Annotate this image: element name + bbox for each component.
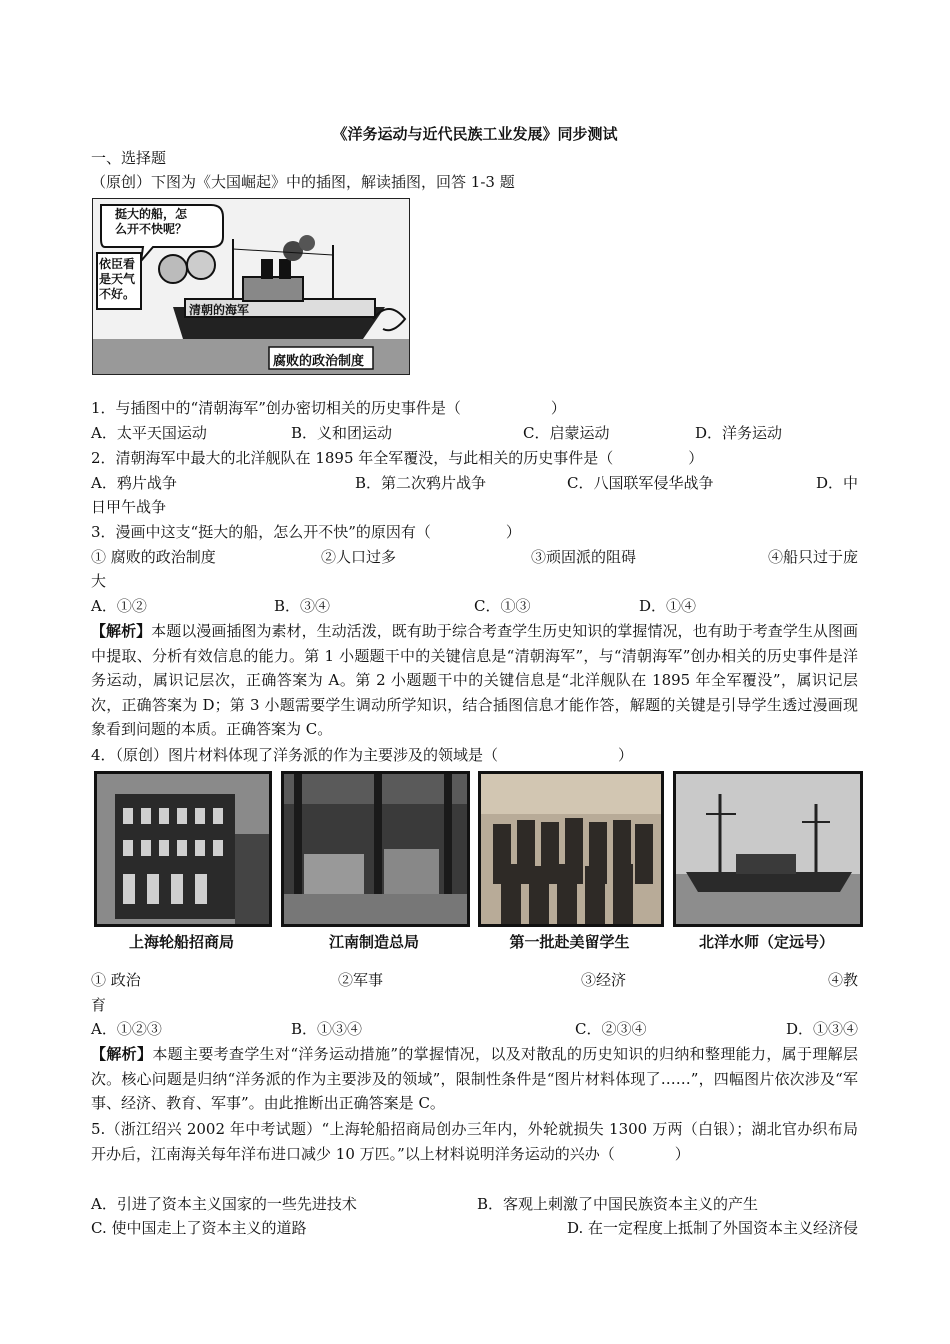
q2-option-c: C．八国联军侵华战争 [567, 474, 714, 492]
cartoon-bubble-emperor [115, 207, 187, 237]
cartoon-bubble-minister [99, 257, 135, 302]
q1-option-a: A．太平天国运动 [91, 424, 207, 442]
analysis-2-text: 本题主要考查学生对“洋务运动措施”的掌握情况，以及对散乱的历史知识的归纳和整理能力，属于理解层次。核心问题是归纳“洋务派的作为主要涉及的领域”，限制性条件是“图片材料体现了……”，四幅图片依次涉及“军事、经济、教育、军事”。由此推断出正确答案是 C。 [91, 1045, 858, 1112]
analysis-1-text: 本题以漫画插图为素材，生动活泼，既有助于综合考查学生历史知识的掌握情况，也有助于考查学生从图画中提取、分析有效信息的能力。第 1 小题题干中的关键信息是“清朝海军”，与“清朝海军”创办相关的历史事件是洋务运动，属识记层次，正确答案为 A。第 2 小题题干中的关键信息是“北洋舰队在 1895 年全军覆没”，属识记层次，正确答案为 D；第 3 小题需要学生调动所学知识，结合插图信息才能作答，解题的关键是引导学生透过漫画现象看到问题的本质。正确答案为 C。 [91, 622, 858, 738]
q4-item-2: ②军事 [338, 971, 384, 989]
q3-item-1: ① 腐败的政治制度 [91, 548, 216, 566]
caption-shanghai-steamship: 上海轮船招商局 [128, 933, 234, 951]
q5-option-b: B．客观上刺激了中国民族资本主义的产生 [477, 1195, 759, 1213]
bubble-minister-line3: 不好。 [99, 287, 136, 301]
question-4-wrap: 育 [91, 996, 107, 1014]
analysis-1-label: 【解析】 [91, 622, 152, 640]
q4-item-3: ③经济 [581, 971, 627, 989]
q1-option-d: D．洋务运动 [695, 424, 783, 442]
question-3-stem: 3．漫画中这支“挺大的船，怎么开不快”的原因有（ ） [91, 523, 521, 541]
q2-option-a: A．鸦片战争 [91, 474, 177, 492]
bubble-minister-line2: 是天气 [99, 272, 136, 286]
q1-option-b: B．义和团运动 [291, 424, 393, 442]
photo-beiyang-fleet-drawing [676, 774, 860, 924]
q4-option-b: B．①③④ [291, 1020, 363, 1038]
photo-jiangnan-arsenal-drawing [284, 774, 467, 924]
photo-first-students-usa-drawing [481, 774, 661, 924]
photo-shanghai-steamship-drawing [97, 774, 269, 924]
caption-jiangnan-arsenal: 江南制造总局 [328, 933, 419, 951]
question-3-wrap: 大 [91, 572, 107, 590]
bubble-minister-line1: 依臣看 [99, 257, 136, 271]
document-title: 《洋务运动与近代民族工业发展》同步测试 [332, 125, 618, 143]
q4-option-d: D．①③④ [785, 1020, 858, 1038]
photo-beiyang-fleet [673, 771, 863, 927]
q4-option-a: A．①②③ [91, 1020, 162, 1038]
q3-option-c: C．①③ [474, 597, 531, 615]
q3-option-a: A．①② [91, 597, 147, 615]
question-5-stem: 5.（浙江绍兴 2002 年中考试题）“上海轮船招商局创办三年内，外轮就损失 1300 万两（白银）；湖北官办织布局开办后，江南海关每年洋布进口减少 10 万匹。”以上材料说明洋务运动的兴办（ ） [91, 1120, 858, 1163]
cartoon-illustration [92, 198, 410, 375]
q4-option-c: C．②③④ [575, 1020, 647, 1038]
question-2-wrap: 日甲午战争 [91, 498, 167, 516]
photo-first-students-usa [478, 771, 664, 927]
q1-option-c: C．启蒙运动 [523, 424, 610, 442]
analysis-2 [91, 1042, 858, 1116]
q3-item-3: ③顽固派的阻碍 [531, 548, 637, 566]
section-heading: 一、选择题 [91, 149, 167, 167]
question-4-stem: 4．（原创）图片材料体现了洋务派的作为主要涉及的领域是（ ） [91, 746, 634, 764]
q5-option-c: C. 使中国走上了资本主义的道路 [91, 1219, 307, 1237]
question-2-stem: 2．清朝海军中最大的北洋舰队在 1895 年全军覆没，与此相关的历史事件是（ ） [91, 449, 704, 467]
question-1-stem: 1．与插图中的“清朝海军”创办密切相关的历史事件是（ ） [91, 399, 566, 417]
question-4-photos [91, 771, 860, 957]
cartoon-base-label: 腐败的政治制度 [273, 354, 365, 369]
q5-option-a: A．引进了资本主义国家的一些先进技术 [91, 1195, 357, 1213]
q4-item-1: ① 政治 [91, 971, 141, 989]
q3-option-b: B．③④ [274, 597, 331, 615]
photo-jiangnan-arsenal [281, 771, 470, 927]
q3-item-2: ②人口过多 [321, 548, 397, 566]
caption-beiyang-fleet: 北洋水师（定远号） [698, 933, 834, 951]
caption-first-students-usa: 第一批赴美留学生 [509, 933, 630, 951]
q5-option-d: D. 在一定程度上抵制了外国资本主义经济侵 [566, 1219, 858, 1237]
q2-option-b: B．第二次鸦片战争 [355, 474, 487, 492]
q2-option-d: D．中 [815, 474, 858, 492]
intro-text: （原创）下图为《大国崛起》中的插图，解读插图，回答 1-3 题 [91, 173, 515, 191]
cartoon-ship-label: 清朝的海军 [189, 303, 250, 317]
analysis-1 [91, 619, 858, 742]
bubble-emperor-line1: 挺大的船，怎 [115, 207, 188, 221]
q4-item-4: ④教 [827, 971, 858, 989]
photo-shanghai-steamship [94, 771, 272, 927]
bubble-emperor-line2: 么开不快呢？ [115, 222, 188, 236]
q3-item-4: ④船只过于庞 [767, 548, 858, 566]
q3-option-d: D．①④ [639, 597, 697, 615]
analysis-2-label: 【解析】 [91, 1045, 153, 1063]
